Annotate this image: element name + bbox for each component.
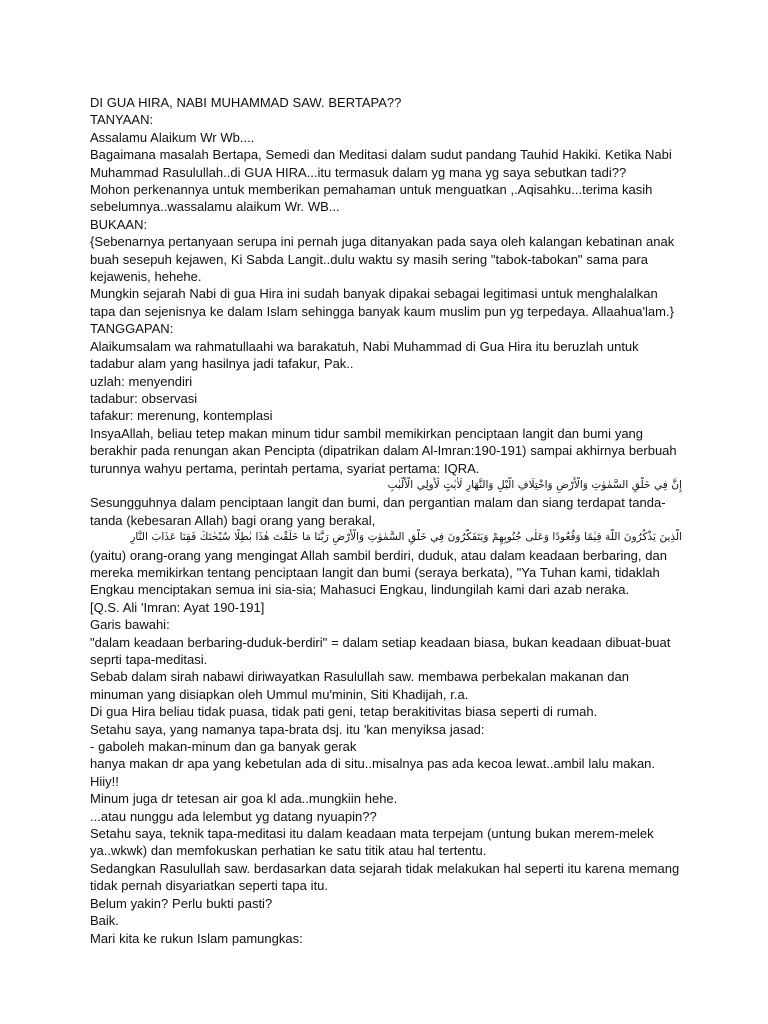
paragraph: Assalamu Alaikum Wr Wb.... bbox=[90, 129, 255, 145]
paragraph: "dalam keadaan berbaring-duduk-berdiri" = dalam setiap keadaan biasa, bukan keadaan dibuat-buat seprti tapa-meditasi. bbox=[90, 634, 671, 667]
definition-line: uzlah: menyendiri bbox=[90, 373, 193, 389]
paragraph: Belum yakin? Perlu bukti pasti? bbox=[90, 895, 273, 911]
verse-translation: Sesungguhnya dalam penciptaan langit dan bumi, dan pergantian malam dan siang terdapat tanda-tanda (kebesaran Allah) bagi orang yang berakal, bbox=[90, 495, 666, 528]
arabic-verse: الَّذِينَ يَذْكُرُونَ اللَّهَ قِيٰمًا وَقُعُودًا وَعَلٰى جُنُوبِهِمْ وَيَتَفَكَّرُونَ فِي خَلْقِ السَّمٰوٰتِ وَالْأَرْضِ رَبَّنَا مَا خَلَقْتَ هٰذَا بٰطِلًا سُبْحٰنَكَ فَقِنَا عَذَابَ النَّارِ bbox=[130, 531, 682, 544]
section-heading-response: TANGGAPAN: bbox=[90, 321, 174, 337]
paragraph: Sebab dalam sirah nabawi diriwayatkan Rasulullah saw. membawa perbekalan makanan dan minuman yang disiapkan oleh Ummul mu'minin, Siti Khadijah, r.a. bbox=[90, 669, 629, 702]
paragraph: Garis bawahi: bbox=[90, 617, 170, 633]
paragraph: InsyaAllah, beliau tetep makan minum tidur sambil memikirkan penciptaan langit dan bumi yang berakhir pada renungan akan Pencipta (dipatrikan dalam Al-Imran:190-191) sampai akhirnya berbuah turunnya wahyu pertama, perintah pertama, syariat pertama: IQRA. bbox=[90, 425, 677, 476]
list-line: - gaboleh makan-minum dan ga banyak gerak bbox=[90, 739, 357, 755]
paragraph: Bagaimana masalah Bertapa, Semedi dan Meditasi dalam sudut pandang Tauhid Hakiki. Ketika Nabi Muhammad Rasulullah..di GUA HIRA...itu termasuk dalam yg mana yg saya sebutkan tadi?? bbox=[90, 147, 672, 180]
section-heading-answer: BUKAAN: bbox=[90, 216, 148, 232]
verse-translation: (yaitu) orang-orang yang mengingat Allah sambil berdiri, duduk, atau dalam keadaan berbaring, dan mereka memikirkan tentang penciptaan langit dan bumi (seraya berkata), "Ya Tuhan kami, tidaklah Engkau menciptakan semua ini sia-sia; Mahasuci Engkau, lindungilah kami dari azab neraka. bbox=[90, 547, 667, 598]
definition-line: tadabur: observasi bbox=[90, 390, 198, 406]
paragraph: Setahu saya, teknik tapa-meditasi itu dalam keadaan mata terpejam (untung bukan merem-melek ya..wkwk) dan memfokuskan perhatian ke satu titik atau hal tertentu. bbox=[90, 826, 654, 859]
document-body bbox=[90, 94, 682, 947]
paragraph: hanya makan dr apa yang kebetulan ada di situ..misalnya pas ada kecoa lewat..ambil lalu makan. Hiiy!! bbox=[90, 756, 656, 789]
paragraph: Mohon perkenannya untuk memberikan pemahaman untuk menguatkan ,.Aqisahku...terima kasih sebelumnya..wassalamu alaikum Wr. WB... bbox=[90, 182, 653, 215]
paragraph: Mungkin sejarah Nabi di gua Hira ini sudah banyak dipakai sebagai legitimasi untuk menghalalkan tapa dan sejenisnya ke dalam Islam sehingga banyak kaum muslim pun yg terpedaya. Allaahua'lam.} bbox=[90, 286, 674, 319]
paragraph: Alaikumsalam wa rahmatullaahi wa barakatuh, Nabi Muhammad di Gua Hira itu beruzlah untuk tadabur alam yang hasilnya jadi tafakur, Pak.. bbox=[90, 338, 639, 372]
paragraph: Baik. bbox=[90, 913, 119, 929]
paragraph: Sedangkan Rasulullah saw. berdasarkan data sejarah tidak melakukan hal seperti itu karena memang tidak pernah disyariatkan seperti tapa itu. bbox=[90, 860, 680, 894]
paragraph: Di gua Hira beliau tidak puasa, tidak pati geni, tetap berakitivitas biasa seperti di rumah. bbox=[90, 704, 598, 720]
document-title: DI GUA HIRA, NABI MUHAMMAD SAW. BERTAPA?? bbox=[90, 95, 402, 110]
paragraph: Setahu saya, yang namanya tapa-brata dsj. itu 'kan menyiksa jasad: bbox=[90, 721, 485, 737]
paragraph: Mari kita ke rukun Islam pamungkas: bbox=[90, 930, 303, 946]
section-heading-question: TANYAAN: bbox=[90, 112, 154, 128]
paragraph: Minum juga dr tetesan air goa kl ada..mungkiin hehe. bbox=[90, 791, 398, 807]
paragraph: {Sebenarnya pertanyaan serupa ini pernah juga ditanyakan pada saya oleh kalangan kebatinan anak buah sesepuh kejawen, Ki Sabda Langit..dulu waktu sy masih sering "tabok-tabokan" sama para kejawenis, hehehe. bbox=[90, 234, 675, 285]
arabic-verse: إِنَّ فِي خَلْقِ السَّمٰوٰتِ وَالْأَرْضِ وَاخْتِلَافِ الَّيْلِ وَالنَّهَارِ لَاٰيٰتٍ لِّأُولِي الْأَلْبٰبِ bbox=[387, 478, 682, 491]
paragraph: ...atau nunggu ada lelembut yg datang nyuapin?? bbox=[90, 808, 377, 824]
definition-line: tafakur: merenung, kontemplasi bbox=[90, 408, 273, 424]
verse-reference: [Q.S. Ali 'Imran: Ayat 190-191] bbox=[90, 599, 265, 615]
